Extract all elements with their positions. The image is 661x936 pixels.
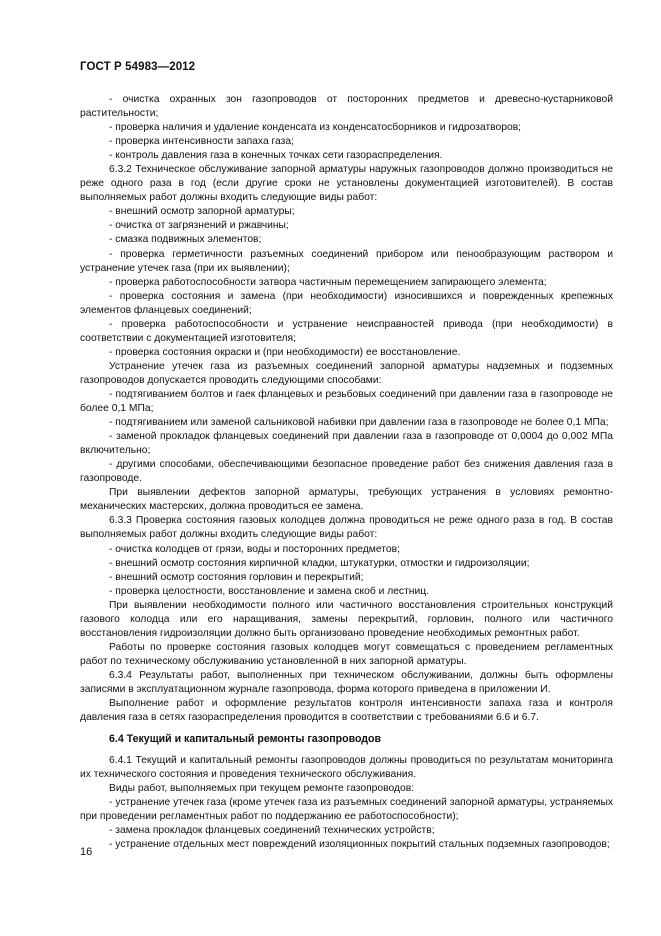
- paragraph: 6.4.1 Текущий и капитальный ремонты газопроводов должны проводиться по результатам мониторинга их технического состояния и проведения технического обслуживания.: [80, 755, 613, 781]
- paragraph: - устранение утечек газа (кроме утечек газа из разъемных соединений запорной арматуры, устраняемых при проведении регламентных работ по поддержанию ее работоспособности);: [80, 797, 613, 823]
- section-title: 6.4 Текущий и капитальный ремонты газопроводов: [109, 733, 382, 746]
- paragraph: - заменой прокладок фланцевых соединений при давлении газа в газопроводе от 0,0004 до 0,002 МПа включительно;: [80, 431, 613, 457]
- paragraph: - проверка целостности, восстановление и замена скоб и лестниц.: [109, 585, 429, 597]
- paragraph: При выявлении дефектов запорной арматуры, требующих устранения в условиях ремонтно-механических мастерских, должна проводиться ее замена.: [80, 487, 613, 513]
- paragraph: - подтягиванием болтов и гаек фланцевых и резьбовых соединений при давлении газа в газопроводе не более 0,1 МПа;: [80, 388, 613, 415]
- document-header: ГОСТ Р 54983—2012: [80, 61, 196, 73]
- paragraph: - внешний осмотр состояния горловин и перекрытий;: [109, 571, 364, 583]
- paragraph: 6.3.3 Проверка состояния газовых колодцев должна проводиться не реже одного раза в год. В состав выполняемых работ должны входить следующие виды работ:: [80, 515, 613, 541]
- paragraph: - проверка наличия и удаление конденсата из конденсатосборников и гидрозатворов;: [109, 122, 522, 134]
- paragraph: 6.3.4 Результаты работ, выполненных при техническом обслуживании, должны быть оформлены записями в эксплуатационном журнале газопровода, форма которого приведена в приложении И.: [80, 669, 613, 695]
- paragraph: - проверка состояния и замена (при необходимости) износившихся и поврежденных крепежных элементов фланцевых соединений;: [80, 290, 613, 316]
- document-body: [80, 93, 613, 852]
- paragraph: - очистка колодцев от грязи, воды и посторонних предметов;: [109, 543, 400, 555]
- paragraph: - очистка охранных зон газопроводов от посторонних предметов и древесно-кустарниковой растительности;: [80, 94, 613, 120]
- paragraph: - очистка от загрязнений и ржавчины;: [109, 220, 289, 232]
- page-number: 16: [80, 846, 93, 858]
- paragraph: Работы по проверке состояния газовых колодцев могут совмещаться с проведением регламентных работ по техническому обслуживанию установленной в них запорной арматуры.: [80, 641, 613, 667]
- paragraph: Выполнение работ и оформление результатов контроля интенсивности запаха газа и контроля давления газа в сетях газораспределения проводится в соответствии с требованиями 6.6 и 6.7.: [80, 698, 613, 724]
- paragraph: - замена прокладок фланцевых соединений технических устройств;: [109, 825, 435, 837]
- paragraph: При выявлении необходимости полного или частичного восстановления строительных конструкций газового колодца или его наращивания, замены перекрытий, горловин, полного или частичного восстановления гидроизоляции должно быть организовано проведение необходимых ремонтных работ.: [80, 599, 613, 639]
- paragraph: - смазка подвижных элементов;: [109, 234, 262, 246]
- paragraph: - проверка работоспособности и устранение неисправностей привода (при необходимости) в соответствии с документацией изготовителя;: [80, 318, 613, 344]
- paragraph: - проверка состояния окраски и (при необходимости) ее восстановление.: [109, 346, 461, 358]
- paragraph: - другими способами, обеспечивающими безопасное проведение работ без снижения давления газа в газопроводе.: [80, 459, 613, 485]
- paragraph: - устранение отдельных мест повреждений изоляционных покрытий стальных подземных газопроводов;: [109, 839, 610, 851]
- paragraph: - проверка интенсивности запаха газа;: [109, 136, 294, 148]
- paragraph: - проверка герметичности разъемных соединений прибором или пенообразующим раствором и устранение утечек газа (при их выявлении);: [80, 248, 613, 274]
- paragraph: Виды работ, выполняемых при текущем ремонте газопроводов:: [109, 783, 415, 795]
- paragraph: - проверка работоспособности затвора частичным перемещением запирающего элемента;: [109, 276, 547, 288]
- paragraph: - подтягиванием или заменой сальниковой набивки при давлении газа в газопроводе не более 0,1 МПа;: [109, 417, 609, 429]
- paragraph: - контроль давления газа в конечных точках сети газораспределения.: [109, 150, 443, 162]
- paragraph: - внешний осмотр запорной арматуры;: [109, 206, 295, 218]
- paragraph: 6.3.2 Техническое обслуживание запорной арматуры наружных газопроводов должно производиться не реже одного раза в год (если другие сроки не установлены документацией изготовителей). В состав выполняемых работ должны входить следующие виды работ:: [80, 164, 613, 204]
- paragraph: - внешний осмотр состояния кирпичной кладки, штукатурки, отмостки и гидроизоляции;: [109, 557, 530, 569]
- paragraph: Устранение утечек газа из разъемных соединений запорной арматуры надземных и подземных газопроводов допускается проводить следующими способами:: [80, 360, 613, 386]
